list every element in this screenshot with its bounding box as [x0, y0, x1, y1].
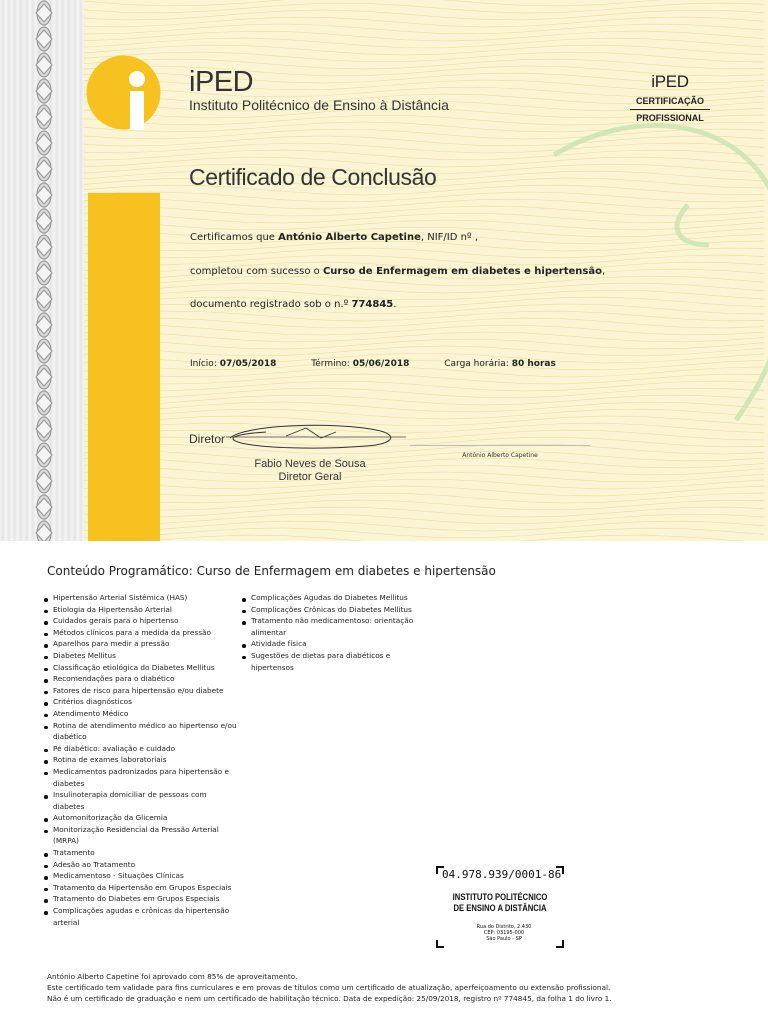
director-signature [226, 420, 406, 452]
director-label: Diretor [189, 432, 226, 446]
topic-item: Adesão ao Tratamento [44, 859, 240, 871]
end-date [311, 359, 409, 369]
stamp-institution [446, 892, 555, 914]
program-title: Conteúdo Programático: Curso de Enfermagem em diabetes e hipertensão [47, 564, 496, 578]
topic-item: Diabetes Mellitus [44, 650, 240, 662]
topic-item: Critérios diagnósticos [44, 696, 240, 708]
stamp-corner [556, 940, 564, 948]
brand-subtitle: Instituto Politécnico de Ensino à Distância [189, 97, 449, 113]
stamp-corner [436, 940, 444, 948]
topic-item: Aparelhos para medir a pressão [44, 638, 240, 650]
yellow-accent-bar [88, 193, 160, 541]
certify-suffix: , NIF/ID nº , [420, 232, 479, 243]
topic-item: Insulinoterapia domiciliar de pessoas com diabetes [44, 789, 240, 812]
stamp-address-line1: Rua do Distrito, 2.430 [476, 924, 532, 930]
certify-line [190, 232, 478, 243]
registration-prefix: documento registrado sob o n.º [190, 299, 352, 310]
registration-number: 774845 [351, 299, 394, 310]
course-dates [190, 359, 556, 369]
seal-brand: iPED [651, 72, 689, 91]
topic-item: Tratamento não medicamentoso: orientação alimentar [242, 615, 422, 638]
end-label: Término: [311, 359, 353, 369]
topic-item: Complicações Agudas do Diabetes Mellitus [242, 592, 422, 604]
topic-item: Fatores de risco para hipertensão e/ou diabete [44, 685, 240, 697]
stamp-cnpj: 04.978.939/0001-86 [442, 868, 562, 881]
course-line [190, 266, 605, 277]
brand-name: iPED [189, 66, 254, 98]
institution-stamp [436, 866, 564, 948]
topic-item: Hipertensão Arterial Sistêmica (HAS) [44, 592, 240, 604]
course-name: Curso de Enfermagem em diabetes e hipertensão [322, 266, 602, 277]
stamp-address-line2: CEP: 03195-000 [483, 930, 525, 936]
topic-item: Classificação etiológica do Diabetes Mellitus [44, 662, 240, 674]
course-suffix: , [601, 266, 606, 277]
topic-item: Atividade física [242, 638, 422, 650]
end-value: 05/06/2018 [352, 359, 410, 369]
topic-item: Cuidados gerais para o hipertenso [44, 615, 240, 627]
start-date [190, 359, 276, 369]
start-value: 07/05/2018 [219, 359, 277, 369]
topic-item: Medicamentos padronizados para hipertensão e diabetes [44, 766, 240, 789]
certification-seal [630, 72, 710, 123]
stamp-institution-line2: DE ENSINO A DISTÂNCIA [453, 903, 547, 913]
student-signature-name: António Alberto Capetine [462, 452, 538, 459]
topic-item: Atendimento Médico [44, 708, 240, 720]
program-topics-column-1 [44, 592, 240, 928]
topic-item: Métodos clínicos para a medida da pressão [44, 627, 240, 639]
topic-item: Automonitorização da Glicemia [44, 812, 240, 824]
director-block [240, 458, 380, 484]
topic-item: Monitorização Residencial da Pressão Arterial (MRPA) [44, 824, 240, 847]
topic-item: Pé diabético: avaliação e cuidado [44, 743, 240, 755]
decorative-chain-border [0, 0, 84, 541]
topic-item: Medicamentoso - Situações Clínicas [44, 870, 240, 882]
topic-item: Rotina de exames laboratoriais [44, 754, 240, 766]
start-label: Início: [190, 359, 220, 369]
topic-item: Sugestões de dietas para diabéticos e hipertensos [242, 650, 422, 673]
topic-item: Etiologia da Hipertensão Arterial [44, 604, 240, 616]
topic-item: Rotina de atendimento médico ao hipertenso e/ou diabético [44, 720, 240, 743]
topic-item: Tratamento da Hipertensão em Grupos Especiais [44, 882, 240, 894]
topic-item: Complicações Crônicas do Diabetes Mellitus [242, 604, 422, 616]
course-prefix: completou com sucesso o [190, 266, 323, 277]
workload-value: 80 horas [511, 359, 556, 369]
iped-logo-icon [86, 55, 161, 130]
stamp-address-line3: São Paulo - SP [486, 936, 522, 942]
footer-line3: Não é um certificado de graduação e nem um certificado de habilitação técnico. Data de expedição: 25/09/2018, registro nº 774845, da folha 1 do livro 1. [47, 994, 612, 1003]
certify-prefix: Certificamos que [190, 232, 279, 243]
stamp-institution-line1: INSTITUTO POLITÉCNICO [452, 892, 548, 902]
topic-item: Tratamento [44, 847, 240, 859]
footer-line1: António Alberto Capetine foi aprovado com 85% de aproveitamento. [47, 972, 298, 981]
student-signature-line [410, 445, 590, 446]
footer-notes [47, 971, 612, 1004]
program-topics-column-2 [242, 592, 422, 673]
seal-line1: CERTIFICAÇÃO [630, 96, 710, 110]
certificate-title: Certificado de Conclusão [189, 164, 437, 190]
footer-line2: Este certificado tem validade para fins curriculares e em provas de títulos como um certificado de atualização, aperfeiçoamento ou extensão profissional. [47, 983, 611, 992]
registration-suffix: . [393, 299, 397, 310]
director-name: Fabio Neves de Sousa [254, 458, 366, 470]
seal-line2: PROFISSIONAL [636, 113, 704, 123]
topic-item: Tratamento do Diabetes em Grupos Especiais [44, 893, 240, 905]
workload-label: Carga horária: [444, 359, 512, 369]
registration-line [190, 299, 396, 310]
topic-item: Complicações agudas e crônicas da hipertensão arterial [44, 905, 240, 928]
student-name: António Alberto Capetine [278, 232, 421, 243]
director-role: Diretor Geral [278, 471, 342, 483]
stamp-address [464, 924, 544, 942]
topic-item: Recomendações para o diabético [44, 673, 240, 685]
workload [444, 359, 556, 369]
